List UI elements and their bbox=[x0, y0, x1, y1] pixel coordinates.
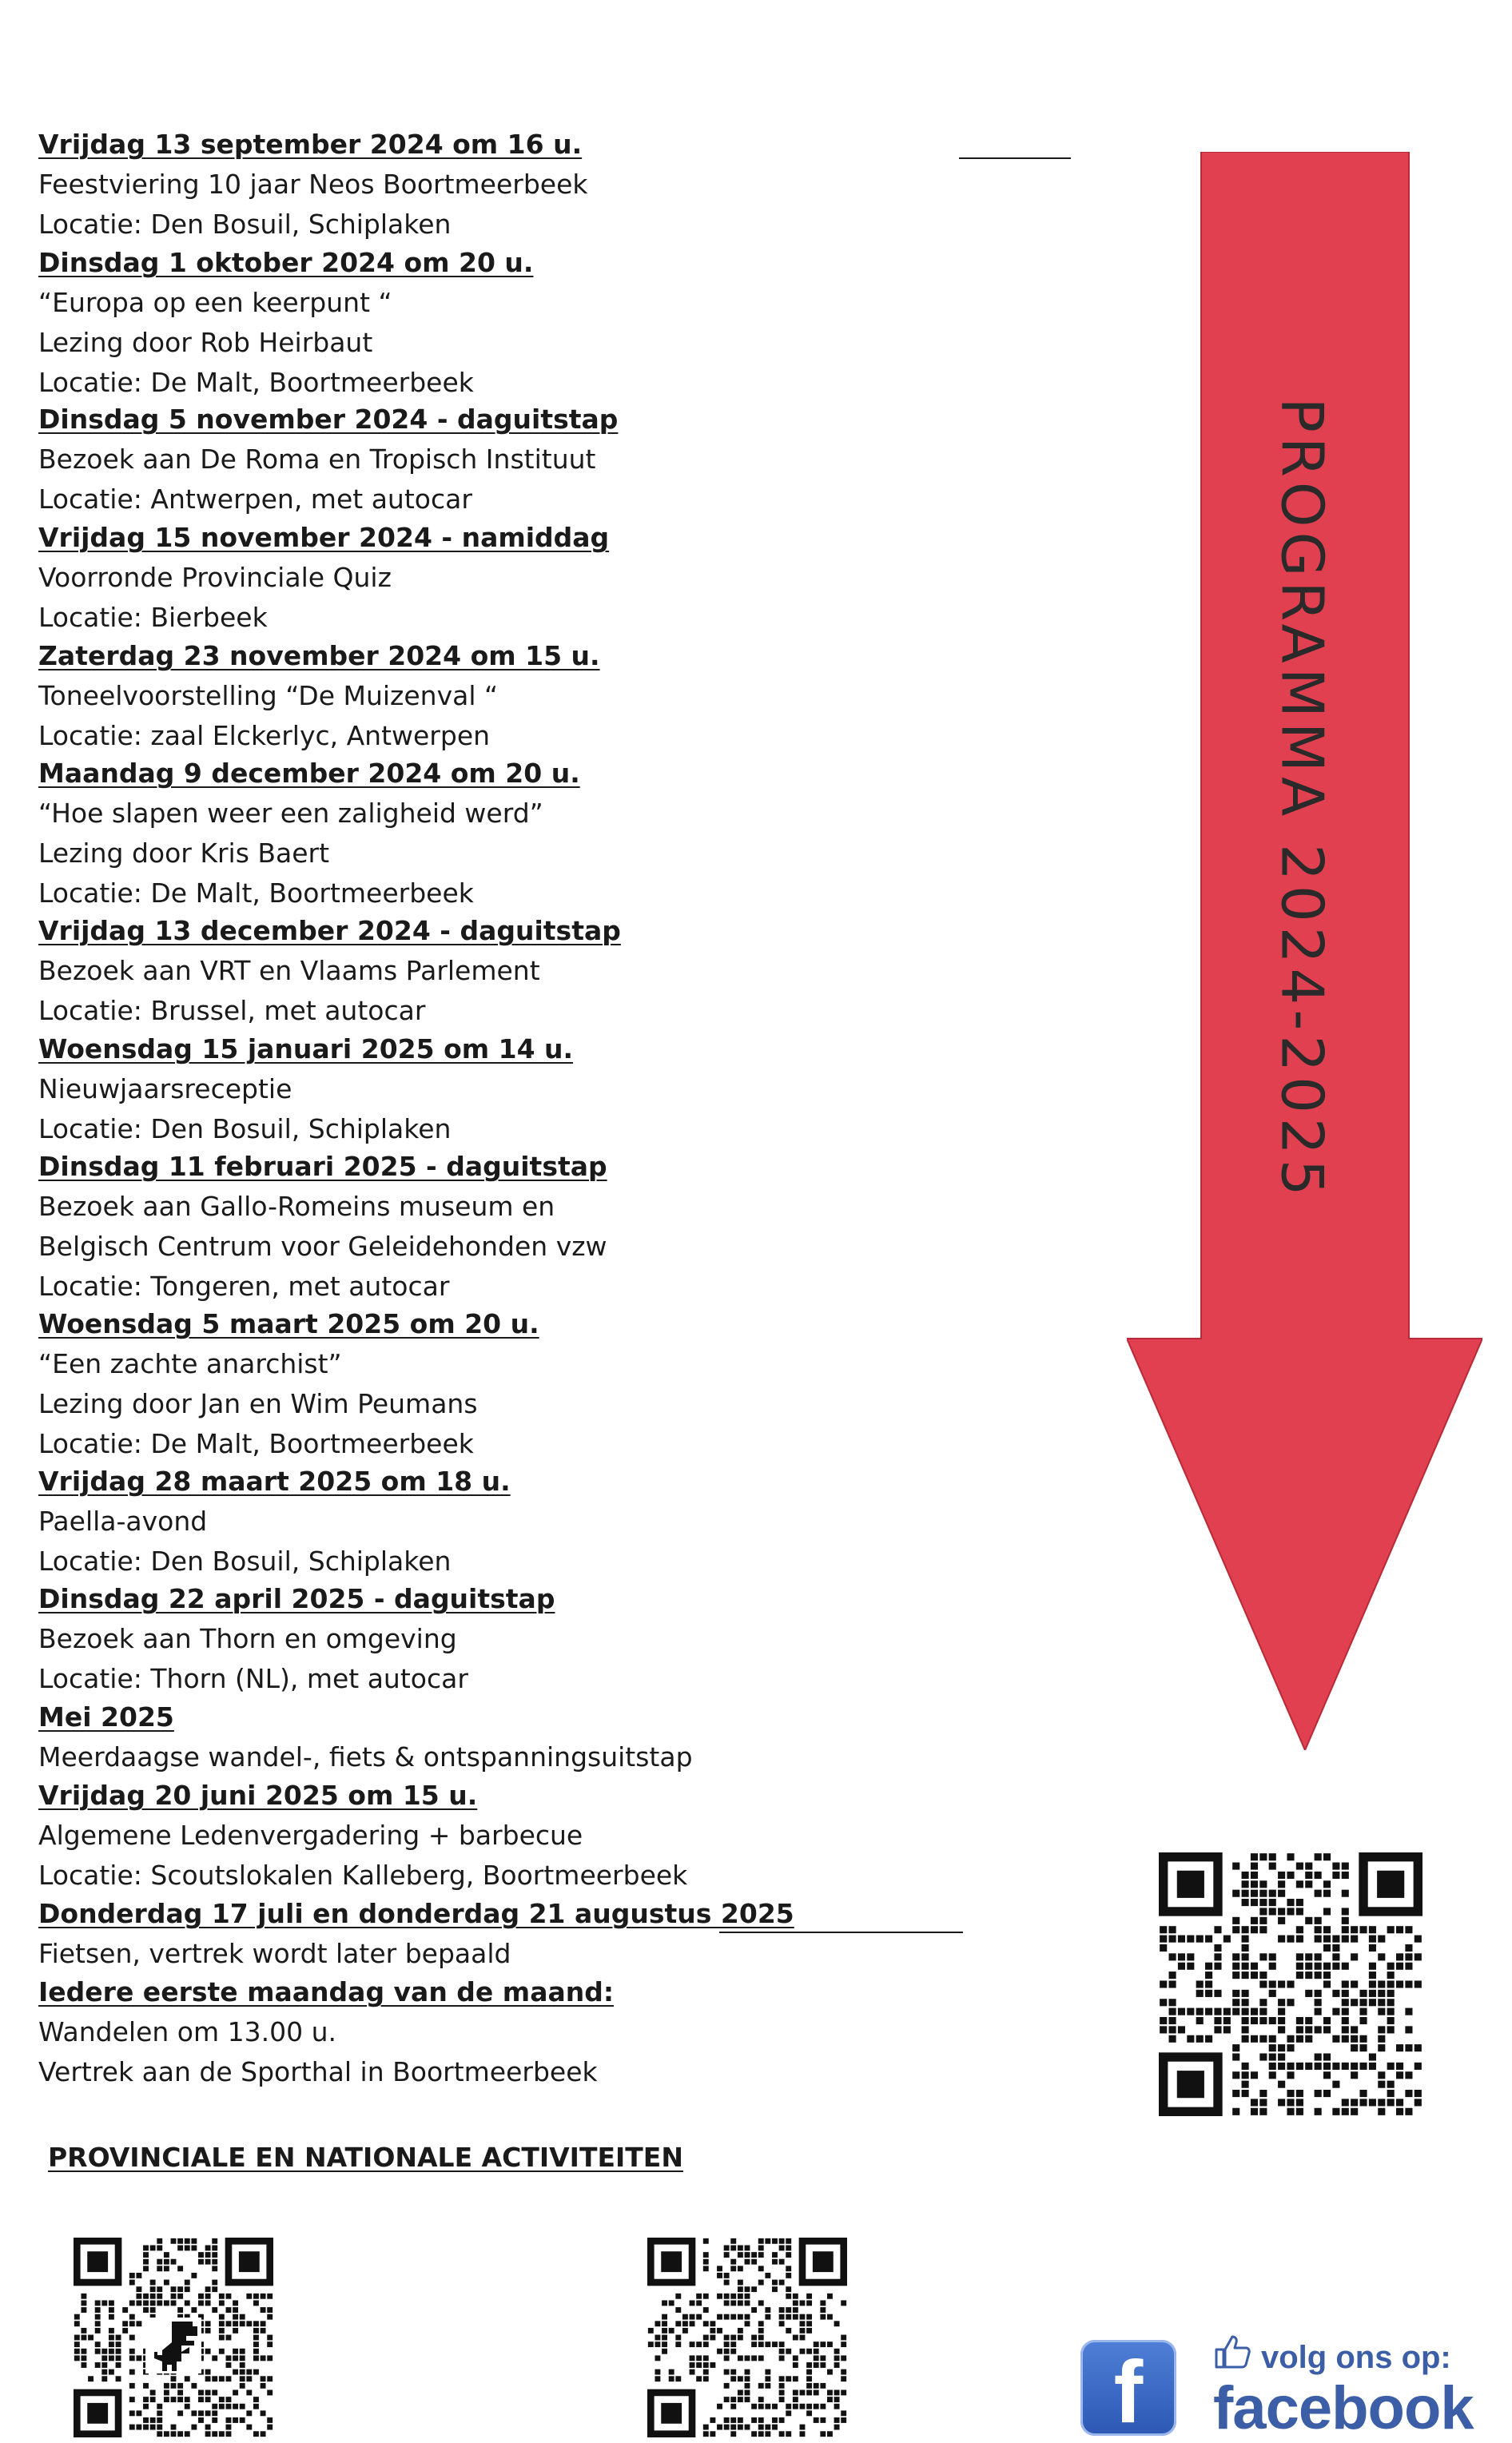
event-line: Voorronde Provinciale Quiz bbox=[38, 562, 392, 593]
event-line: Bezoek aan Gallo-Romeins museum en bbox=[38, 1191, 555, 1222]
event-line: Locatie: Bierbeek bbox=[38, 602, 268, 633]
event-item bbox=[38, 1462, 511, 1582]
event-heading: Dinsdag 22 april 2025 - daguitstap bbox=[38, 1583, 555, 1614]
event-heading: Maandag 9 december 2024 om 20 u. bbox=[38, 758, 580, 789]
event-line: Feestviering 10 jaar Neos Boortmeerbeek bbox=[38, 169, 588, 200]
event-heading: Donderdag 17 juli en donderdag 21 augustus 2025 bbox=[38, 1898, 794, 1929]
event-item bbox=[38, 1147, 607, 1307]
event-line: Locatie: Brussel, met autocar bbox=[38, 995, 426, 1026]
event-line: Locatie: Scoutslokalen Kalleberg, Boortmeerbeek bbox=[38, 1860, 688, 1891]
event-line: Locatie: De Malt, Boortmeerbeek bbox=[38, 367, 474, 398]
event-line: Bezoek aan Thorn en omgeving bbox=[38, 1623, 457, 1654]
event-line: Nieuwjaarsreceptie bbox=[38, 1073, 292, 1104]
dinosaur-icon bbox=[145, 2318, 201, 2373]
event-item bbox=[38, 400, 618, 519]
event-line: Lezing door Rob Heirbaut bbox=[38, 327, 373, 358]
event-line: Vertrek aan de Sporthal in Boortmeerbeek bbox=[38, 2056, 598, 2087]
event-line: Lezing door Kris Baert bbox=[38, 838, 330, 869]
event-line: Locatie: Thorn (NL), met autocar bbox=[38, 1663, 468, 1694]
event-heading: Dinsdag 11 februari 2025 - daguitstap bbox=[38, 1151, 607, 1182]
event-line: Locatie: De Malt, Boortmeerbeek bbox=[38, 1428, 474, 1459]
event-item bbox=[38, 1972, 614, 2092]
event-heading: Vrijdag 13 september 2024 om 16 u. bbox=[38, 129, 583, 160]
event-item bbox=[38, 518, 609, 638]
event-line: Algemene Ledenvergadering + barbecue bbox=[38, 1820, 583, 1851]
programma-label bbox=[1215, 240, 1391, 1359]
event-line: Toneelvoorstelling “De Muizenval “ bbox=[38, 680, 499, 711]
event-heading: Dinsdag 1 oktober 2024 om 20 u. bbox=[38, 247, 534, 278]
event-line: “Europa op een keerpunt “ bbox=[38, 287, 392, 318]
event-heading: Dinsdag 5 november 2024 - daguitstap bbox=[38, 404, 619, 435]
event-item bbox=[38, 1579, 555, 1699]
qr-code-icon[interactable] bbox=[647, 2238, 847, 2437]
event-item bbox=[38, 754, 580, 913]
facebook-wordmark: facebook bbox=[1213, 2374, 1474, 2442]
event-heading: Mei 2025 bbox=[38, 1701, 174, 1733]
follow-text: volg ons op: bbox=[1261, 2340, 1451, 2375]
event-line: Paella-avond bbox=[38, 1506, 208, 1537]
event-line: Locatie: De Malt, Boortmeerbeek bbox=[38, 877, 474, 909]
event-line: Bezoek aan VRT en Vlaams Parlement bbox=[38, 955, 540, 986]
event-heading: Woensdag 5 maart 2025 om 20 u. bbox=[38, 1308, 539, 1339]
provinciale-heading: PROVINCIALE EN NATIONALE ACTIVITEITEN bbox=[48, 2142, 683, 2173]
thumbs-up-icon bbox=[1213, 2332, 1253, 2372]
qr-code-icon[interactable] bbox=[74, 2238, 273, 2437]
event-item bbox=[38, 1776, 687, 1896]
event-line: Locatie: Den Bosuil, Schiplaken bbox=[38, 209, 452, 240]
event-line: “Hoe slapen weer een zaligheid werd” bbox=[38, 798, 543, 829]
event-line: Meerdaagse wandel-, fiets & ontspanningsuitstap bbox=[38, 1741, 693, 1773]
event-heading: Zaterdag 23 november 2024 om 15 u. bbox=[38, 640, 600, 671]
event-line: Locatie: Den Bosuil, Schiplaken bbox=[38, 1546, 452, 1577]
event-item bbox=[38, 243, 533, 403]
event-line: “Een zachte anarchist” bbox=[38, 1348, 342, 1379]
facebook-follow[interactable] bbox=[1213, 2332, 1501, 2440]
event-item bbox=[38, 1697, 693, 1777]
rule-bottom bbox=[719, 1932, 963, 1933]
event-item bbox=[38, 636, 600, 756]
qr-code-icon[interactable] bbox=[1159, 1852, 1422, 2116]
event-heading: Vrijdag 15 november 2024 - namiddag bbox=[38, 522, 610, 553]
event-line: Locatie: Tongeren, met autocar bbox=[38, 1271, 450, 1302]
event-line: Locatie: zaal Elckerlyc, Antwerpen bbox=[38, 720, 491, 751]
event-item bbox=[38, 1029, 573, 1149]
event-line: Wandelen om 13.00 u. bbox=[38, 2016, 336, 2047]
event-line: Lezing door Jan en Wim Peumans bbox=[38, 1388, 478, 1419]
event-heading: Vrijdag 28 maart 2025 om 18 u. bbox=[38, 1466, 511, 1497]
event-heading: Iedere eerste maandag van de maand: bbox=[38, 1976, 615, 2007]
event-line: Belgisch Centrum voor Geleidehonden vzw bbox=[38, 1231, 607, 1262]
event-item bbox=[38, 911, 621, 1031]
event-heading: Vrijdag 13 december 2024 - daguitstap bbox=[38, 915, 621, 946]
event-item bbox=[38, 125, 588, 245]
event-item bbox=[38, 1304, 539, 1464]
event-line: Locatie: Antwerpen, met autocar bbox=[38, 483, 472, 515]
event-heading: Woensdag 15 januari 2025 om 14 u. bbox=[38, 1033, 574, 1064]
programma-title: PROGRAMMA 2024-2025 bbox=[1269, 397, 1337, 1201]
event-heading: Vrijdag 20 juni 2025 om 15 u. bbox=[38, 1780, 478, 1811]
event-item bbox=[38, 1894, 794, 1974]
facebook-logo-icon[interactable] bbox=[1080, 2340, 1176, 2436]
event-line: Locatie: Den Bosuil, Schiplaken bbox=[38, 1113, 452, 1144]
event-line: Bezoek aan De Roma en Tropisch Instituut bbox=[38, 444, 596, 475]
rule-top bbox=[959, 157, 1071, 159]
facebook-logo-letter: f bbox=[1113, 2343, 1144, 2436]
event-line: Fietsen, vertrek wordt later bepaald bbox=[38, 1938, 511, 1969]
